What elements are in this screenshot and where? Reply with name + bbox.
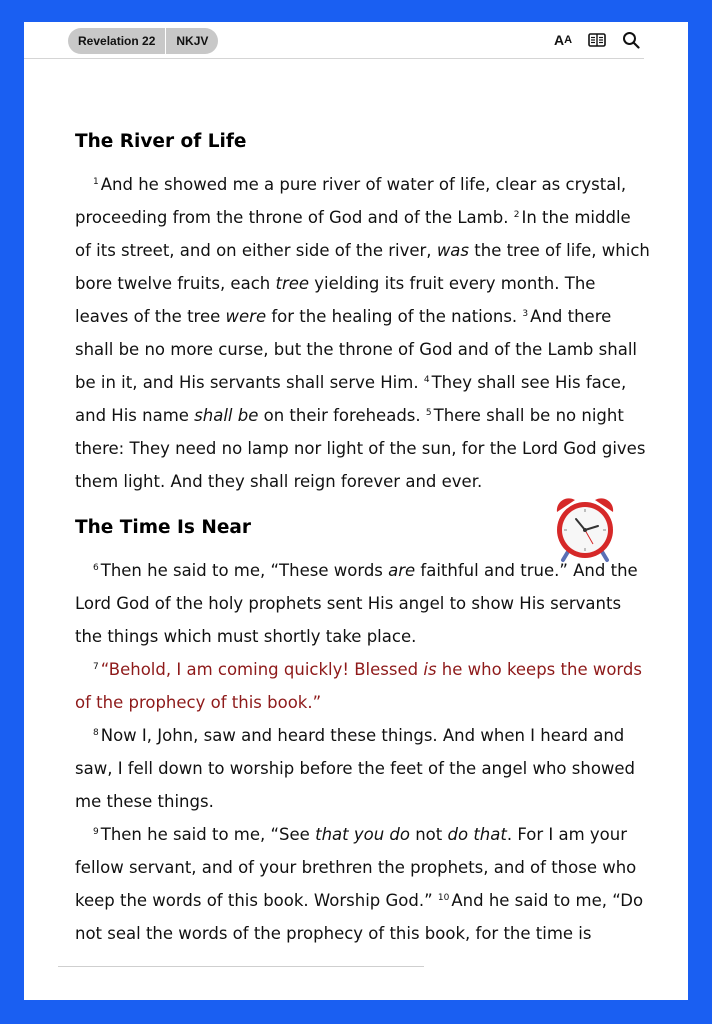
verse-text: Now I, John, saw and heard these things. And when I heard and saw, I fell down to worship before the feet of the angel who showed me these things. — [75, 726, 636, 811]
verse-text: . For I am your fellow servant, and of your brethren the prophets, and of those who keep the words of this book. Worship God.” — [75, 825, 637, 910]
verse-text: faithful and true.” And the Lord God of the holy prophets sent His angel to show His servants the things which must shortly take place. — [75, 561, 638, 646]
verse-paragraph[interactable] — [75, 554, 650, 653]
search-icon[interactable] — [618, 29, 644, 51]
verse-paragraph[interactable] — [75, 818, 650, 950]
italic-text: that you do — [315, 825, 410, 844]
verse-text: for the healing of the nations. — [266, 307, 523, 326]
italic-text: are — [388, 561, 416, 580]
verse-number: 3 — [522, 309, 529, 319]
verse-text: There shall be no night there: They need no lamp nor light of the sun, for the Lord God gives them light. And they shall reign forever and ever. — [75, 406, 646, 491]
italic-text: do that — [447, 825, 507, 844]
verse-number: 5 — [425, 408, 432, 418]
chapter-selector-button[interactable]: Revelation 22 — [78, 34, 156, 48]
bottom-divider — [58, 966, 424, 967]
verse-number: 10 — [437, 893, 450, 903]
verse-text: They shall see His face, and His name — [75, 373, 627, 425]
verse-number: 6 — [93, 563, 99, 573]
version-selector-button[interactable]: NKJV — [176, 34, 209, 48]
verse-paragraph[interactable] — [75, 653, 650, 719]
verse-text: And he showed me a pure river of water of life, clear as crystal, proceeding from the throne of God and of the Lamb. — [75, 175, 627, 227]
verse-text: not — [409, 825, 448, 844]
section-heading: The River of Life — [75, 131, 247, 152]
alarm-clock-icon — [549, 492, 621, 564]
red-letter-italic-text: is — [423, 660, 437, 679]
verse-number: 9 — [93, 827, 99, 837]
verse-number: 4 — [423, 375, 430, 385]
verse-text: on their foreheads. — [258, 406, 426, 425]
verse-paragraph[interactable] — [75, 168, 650, 498]
font-icon-big: A — [553, 32, 565, 48]
verse-paragraph[interactable] — [75, 719, 650, 818]
verse-text: And he said to me, “Do not seal the words of the prophecy of this book, for the time is — [75, 891, 644, 943]
verse-text: Then he said to me, “These words — [100, 561, 389, 580]
reader-page — [24, 22, 688, 1000]
verse-text: yielding its fruit every month. The leaves of the tree — [75, 274, 596, 326]
verse-number: 7 — [93, 662, 99, 672]
italic-text: shall be — [194, 406, 259, 425]
top-bar — [24, 22, 644, 59]
verse-number: 1 — [93, 177, 99, 187]
verse-text: Then he said to me, “See — [100, 825, 316, 844]
font-settings-icon[interactable] — [550, 29, 576, 51]
font-icon-small: A — [564, 34, 573, 46]
verse-text: And there shall be no more curse, but the throne of God and of the Lamb shall be in it, and His servants shall serve Him. — [75, 307, 637, 392]
italic-text: was — [436, 241, 470, 260]
red-letter-text: he who keeps the words of the prophecy of this book.” — [75, 660, 642, 712]
red-letter-text: “Behold, I am coming quickly! Blessed — [100, 660, 424, 679]
verse-text: In the middle of its street, and on either side of the river, — [75, 208, 631, 260]
italic-text: tree — [275, 274, 310, 293]
chapter-version-pill — [68, 28, 218, 54]
parallel-view-icon[interactable] — [584, 29, 610, 51]
section-heading: The Time Is Near — [75, 517, 251, 538]
verse-text: the tree of life, which bore twelve fruits, each — [75, 241, 650, 293]
verse-number: 8 — [93, 728, 99, 738]
verse-number: 2 — [513, 210, 520, 220]
italic-text: were — [225, 307, 267, 326]
header-actions — [542, 29, 644, 51]
